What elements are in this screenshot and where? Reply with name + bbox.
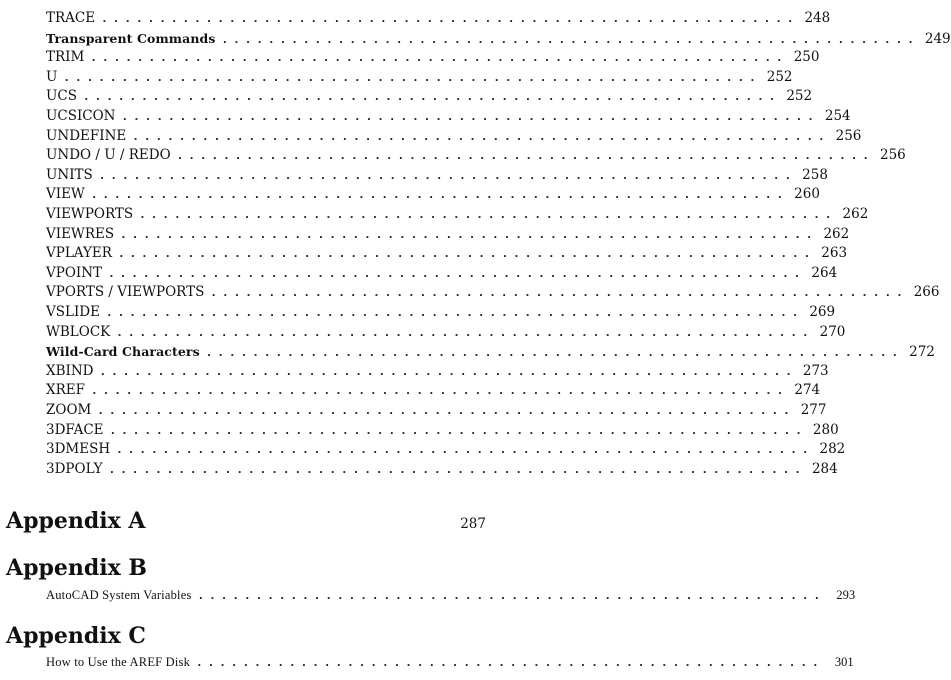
toc-entry-page: 280: [812, 421, 839, 438]
toc-entry: [46, 48, 820, 67]
toc-entry: [46, 107, 851, 126]
toc-entry-page: 284: [811, 460, 838, 477]
toc-entry-label: TRIM: [46, 49, 85, 66]
toc-entry-label: WBLOCK: [46, 323, 111, 340]
toc-entry-label: UCSICON: [46, 108, 116, 124]
toc-entry-label: VSLIDE: [46, 304, 100, 320]
toc-entry: [46, 421, 839, 440]
dot-leader: ............................................................: [120, 227, 818, 241]
toc-entry-page: 262: [842, 206, 869, 222]
toc-entry-page: 258: [802, 166, 828, 183]
dot-leader: ............................................................: [108, 266, 806, 280]
toc-entry: [46, 323, 846, 342]
toc-entry: [46, 381, 821, 400]
appendix-c-item: [46, 653, 854, 672]
toc-entry-page: 252: [766, 68, 793, 85]
toc-entry: [46, 264, 838, 283]
dot-leader: ............................................................: [98, 168, 797, 182]
appendix-b-item-label: AutoCAD System Variables: [46, 588, 192, 602]
toc-entry: [46, 362, 829, 381]
dot-leader: ............................................................: [105, 306, 804, 319]
dot-leader: ............................................................: [132, 129, 830, 143]
toc-entry-label: TRACE: [46, 10, 96, 26]
appendix-b-item-page: 293: [836, 588, 856, 602]
toc-entry-page: 248: [804, 10, 831, 26]
toc-entry-page: 252: [786, 88, 813, 105]
appendix-a-heading: [6, 508, 486, 534]
toc-entry-page: 264: [811, 264, 838, 281]
toc-entry-label: VIEWRES: [46, 225, 115, 242]
toc-entry-page: 249: [924, 30, 951, 47]
toc-entry-label: UNITS: [46, 166, 93, 183]
dot-leader: ............................................................: [176, 149, 874, 163]
toc-entry-label: XREF: [46, 382, 85, 399]
appendix-c-heading: [6, 623, 486, 649]
toc-entry: [46, 127, 862, 146]
dot-leader: ............................................................: [139, 208, 837, 221]
dot-leader: ............................................................: [101, 12, 799, 25]
toc-entry-label: U: [46, 68, 58, 85]
appendix-c-title: Appendix C: [6, 623, 146, 649]
toc-entry-page: 262: [823, 225, 850, 242]
dot-leader: ......................................................: [197, 589, 826, 602]
toc-entry-page: 256: [880, 147, 906, 164]
toc-entry-page: 263: [821, 245, 848, 262]
toc-entry-label: Wild-Card Characters: [46, 344, 200, 360]
toc-entry-page: 256: [835, 127, 862, 144]
toc-entry: [46, 283, 940, 302]
toc-entry: [46, 68, 793, 87]
dot-leader: ............................................................: [109, 423, 807, 437]
dot-leader: ............................................................: [90, 51, 788, 65]
toc-entry-page: 266: [913, 284, 940, 301]
toc-entry: [46, 9, 831, 28]
toc-entry-label: VIEWPORTS: [46, 206, 134, 222]
toc-entry-label: UCS: [46, 88, 77, 105]
toc-entry-label: UNDEFINE: [46, 127, 127, 144]
toc-entry-label: VIEW: [46, 186, 85, 203]
toc-entry-page: 282: [819, 441, 846, 458]
dot-leader: ............................................................: [221, 32, 919, 46]
toc-entry: [46, 460, 838, 479]
toc-entry-page: 269: [809, 304, 836, 320]
toc-entry: [46, 342, 935, 361]
toc-entry-label: XBIND: [46, 362, 94, 379]
dot-leader: ......................................................: [196, 656, 824, 669]
dot-leader: ............................................................: [97, 404, 795, 417]
appendix-c-item-page: 301: [834, 655, 854, 669]
toc-entry: [46, 303, 836, 322]
dot-leader: ............................................................: [99, 364, 797, 378]
toc-entry-page: 273: [802, 362, 829, 379]
dot-leader: ............................................................: [116, 325, 814, 339]
toc-entry: [46, 166, 828, 185]
dot-leader: ............................................................: [63, 70, 761, 84]
toc-entry-page: 277: [800, 402, 827, 418]
dot-leader: ............................................................: [117, 247, 816, 261]
appendix-c-item-label: How to Use the AREF Disk: [46, 655, 191, 669]
toc-entry-page: 254: [824, 108, 851, 124]
toc-entry-label: VPORTS / VIEWPORTS: [46, 284, 205, 301]
toc-entry: [46, 205, 869, 224]
toc-entry: [46, 185, 820, 204]
toc-entry-label: 3DFACE: [46, 421, 104, 438]
toc-entry: [46, 146, 906, 165]
toc-entry-label: VPOINT: [46, 264, 103, 281]
toc-entry-page: 260: [794, 186, 820, 203]
toc-entry-label: 3DMESH: [46, 441, 111, 458]
dot-leader: ............................................................: [90, 188, 789, 202]
toc-entry: [46, 29, 951, 48]
toc-entry-label: Transparent Commands: [46, 30, 216, 46]
appendix-b-item: [46, 586, 856, 605]
appendix-b-title: Appendix B: [6, 555, 147, 581]
toc-entry-page: 274: [794, 382, 821, 399]
toc-entry: [46, 87, 813, 106]
appendix-b-heading: [6, 555, 486, 581]
toc-entry-label: 3DPOLY: [46, 460, 103, 477]
toc-entry: [46, 244, 848, 263]
toc-entry: [46, 440, 846, 459]
dot-leader: ............................................................: [116, 443, 814, 457]
appendix-a-title: Appendix A: [6, 508, 146, 534]
toc-entry-page: 272: [909, 344, 935, 361]
toc-entry: [46, 401, 827, 420]
dot-leader: ............................................................: [121, 110, 819, 123]
toc-entry-label: UNDO / U / REDO: [46, 147, 171, 164]
dot-leader: ............................................................: [205, 346, 904, 360]
dot-leader: ............................................................: [82, 90, 781, 104]
toc-entry-page: 270: [819, 323, 846, 340]
appendix-a-page: 287: [460, 516, 486, 532]
toc-entry-label: ZOOM: [46, 402, 92, 418]
dot-leader: ............................................................: [91, 384, 789, 398]
toc-entry-label: VPLAYER: [46, 245, 112, 262]
toc-entry-page: 250: [793, 49, 820, 66]
toc-entry: [46, 225, 850, 244]
dot-leader: ............................................................: [210, 286, 908, 300]
dot-leader: ............................................................: [108, 462, 806, 476]
